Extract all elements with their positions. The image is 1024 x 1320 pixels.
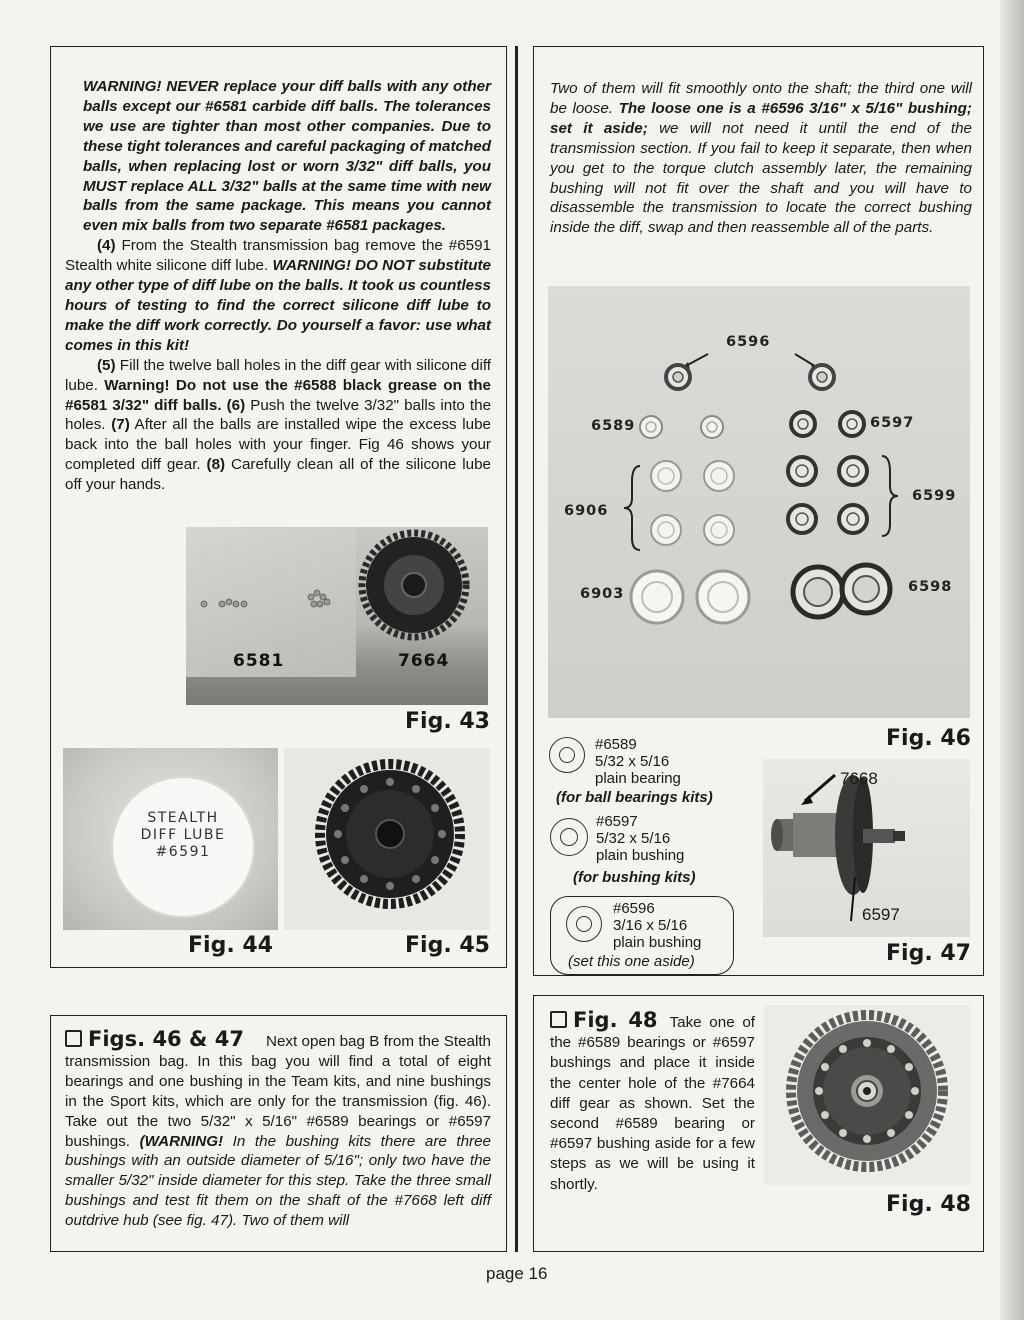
fig47-caption: Fig. 47: [886, 941, 971, 966]
fig46-photo: [548, 286, 970, 718]
step-text: After all the balls are installed wipe the excess lube back into the ball holes with your finger. Fig 46 shows your completed diff gear.: [65, 416, 492, 474]
step-text: From the Stealth transmission bag remove the #6591 Stealth white silicone diff lube.: [65, 237, 491, 275]
fig44-caption: Fig. 44: [188, 933, 273, 958]
legend-6589-type: plain bearing: [595, 770, 681, 787]
legend-6596-size: 3/16 x 5/16: [613, 917, 688, 934]
diff-gear-icon: [284, 748, 490, 930]
fig47-label-7668: 7668: [840, 769, 878, 788]
step-number: (4): [97, 237, 116, 255]
page-number: page 16: [486, 1264, 548, 1283]
section4647-text-lead: Next open bag B from the Stealth transmission bag. In this bag you will find a total of eight bearings and one bushing in the Team kits, and nine bushings in the Sport kits, which are only for the transmission (fig. 46). Take out the two 5/32" x 5/16" #6589 bearings or #6597 bushings.: [65, 1033, 492, 1150]
lid-text: [111, 810, 255, 861]
right-text-intro: Two of them will fit smoothly onto the shaft; the third one will be loose.: [550, 80, 972, 117]
step-number: (5): [97, 356, 116, 374]
fig43-caption: Fig. 43: [405, 709, 490, 734]
section4647-warning-text: In the bushing kits there are three bushings with an outside diameter of 5/16"; only two have the smaller 5/32" inside diameter for this step. Take the three small bushings and test fit them on the shaft of the #7668 left diff outdrive hub (see fig. 47). Two of them will: [65, 1132, 491, 1230]
fig46-caption: Fig. 46: [886, 726, 971, 751]
left-text-block: [65, 77, 491, 495]
fig46-label-6598: 6598: [908, 579, 953, 595]
fig43-label-6581: 6581: [233, 651, 285, 671]
fig45-photo: [284, 748, 490, 930]
fig47-label-6597: 6597: [862, 905, 900, 924]
diff-balls-and-gear-icon: [186, 527, 488, 705]
fig43-label-7664: 7664: [398, 651, 450, 671]
bushing-6597-inner: [560, 828, 578, 846]
warning-text: WARNING! NEVER replace your diff balls with any other balls except our #6581 carbide diff balls. The tolerances we use are tighter than most other companies. Due to these tight tolerances and careful packaging of matched balls, when replacing lost or worn 3/32" diff balls, you MUST replace ALL 3/32" balls at the same time with new balls from the same package. This means you cannot even mix balls from two separate #6581 packages.: [83, 78, 491, 235]
page-edge-shadow: [1000, 0, 1024, 1320]
legend-6589-size: 5/32 x 5/16: [595, 753, 670, 770]
lid-text-line3: #6591: [155, 844, 211, 860]
legend-6597-note: (for bushing kits): [573, 869, 696, 886]
right-text-bold: The loose one is a #6596 3/16" x 5/16" bushing; set it aside;: [550, 99, 972, 137]
lid-text-line1: STEALTH: [147, 810, 219, 826]
fig46-label-6596: 6596: [726, 334, 771, 350]
section4647-heading: Figs. 46 & 47: [88, 1027, 244, 1051]
fig46-label-6597: 6597: [870, 415, 915, 431]
step-number: (6): [221, 396, 246, 414]
fig48-caption: Fig. 48: [886, 1192, 971, 1217]
legend-6596-note: (set this one aside): [568, 953, 695, 970]
fig47-photo: [763, 759, 970, 937]
legend-6597-size: 5/32 x 5/16: [596, 830, 671, 847]
fig46-label-6589: 6589: [591, 418, 636, 434]
legend-6596: [613, 900, 701, 951]
fig44-photo: [63, 748, 278, 930]
warning-text: WARNING! DO NOT substitute any other type of diff lube on the balls. It took us countless hours of testing to find the correct silicone diff lube to make the diff work correctly. Do yourself a favor: use what comes in this kit!: [65, 257, 491, 354]
right-text-block: [550, 79, 972, 238]
legend-6597-part: #6597: [596, 813, 638, 830]
step-text: Carefully clean all of the silicone lube off your hands.: [65, 456, 491, 494]
legend-6597: [596, 813, 684, 864]
legend-6589-part: #6589: [595, 736, 637, 753]
bushing-6596-inner: [576, 916, 592, 932]
fig43-photo: [186, 527, 488, 705]
bearings-layout-icon: [548, 286, 970, 718]
fig48-photo: [764, 1005, 970, 1185]
bearing-6589-inner: [559, 747, 575, 763]
section4647-warning-label: (WARNING!: [139, 1132, 224, 1150]
legend-6589-note: (for ball bearings kits): [556, 789, 713, 806]
column-divider: [515, 46, 518, 1252]
step-text: Push the twelve 3/32" balls into the holes.: [65, 396, 492, 434]
warning-text: Warning! Do not use the #6588 black grease on the #6581 3/32" diff balls.: [65, 376, 491, 414]
checkbox-icon[interactable]: [65, 1030, 82, 1047]
legend-6596-part: #6596: [613, 900, 655, 917]
legend-6589: [595, 736, 681, 787]
fig46-label-6906: 6906: [564, 503, 609, 519]
checkbox-icon[interactable]: [550, 1011, 567, 1028]
fig46-label-6903: 6903: [580, 586, 625, 602]
section48-body: Take one of the #6589 bearings or #6597 bushings and place it inside the center hole of the #7664 diff gear as shown. Set the second #6589 bearing or #6597 bushing aside for a few steps as we will be using it shortly.: [550, 1014, 755, 1193]
step-number: (7): [111, 416, 130, 434]
fig46-label-6599: 6599: [912, 488, 957, 504]
section48-text: [550, 1010, 755, 1195]
step-number: (8): [206, 456, 226, 474]
legend-6597-type: plain bushing: [596, 847, 685, 864]
section4647-text: [65, 1027, 492, 1231]
diff-gear-with-bearing-icon: [764, 1005, 970, 1185]
right-text-rest: we will not need it until the end of the transmission section. If you fail to keep it separate, then when you get to the torque clutch assembly later, the remaining bushing will not fit over the shaft and you will have to disassemble the transmission to locate the correct bushing inside the diff, swap and then reassemble all of the parts.: [550, 119, 973, 237]
step-text: Fill the twelve ball holes in the diff gear with silicone diff lube.: [65, 356, 491, 394]
legend-6596-type: plain bushing: [613, 934, 702, 951]
fig45-caption: Fig. 45: [405, 933, 490, 958]
section48-heading: Fig. 48: [573, 1008, 658, 1032]
lid-text-line2: DIFF LUBE: [140, 827, 226, 843]
